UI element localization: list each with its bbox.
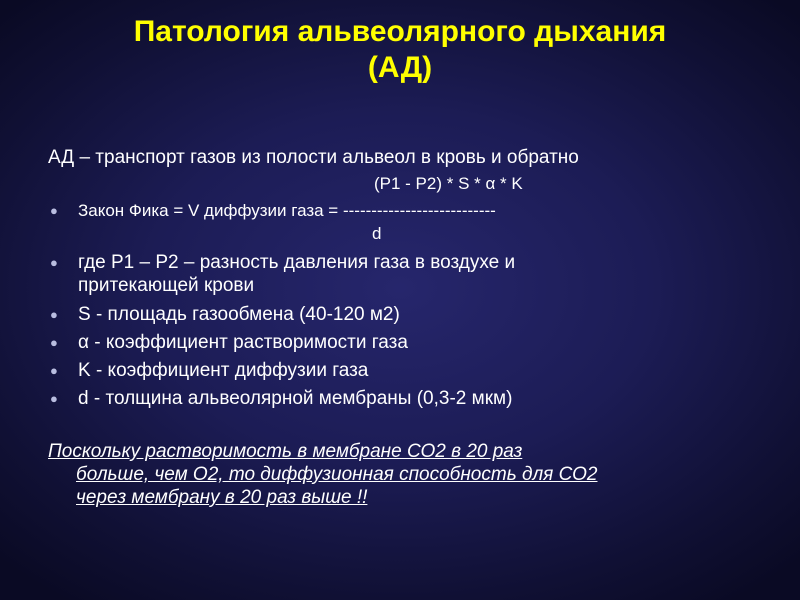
list-item-pressure-line2: притекающей крови [78, 275, 255, 296]
note-line1: Поскольку растворимость в мембране СО2 в 20 раз [48, 441, 523, 462]
note-line3: через мембрану в 20 раз выше !! [76, 487, 368, 508]
formula-denominator: d [372, 224, 382, 243]
bullet-icon: ● [50, 255, 58, 270]
bullet-icon: ● [50, 335, 58, 350]
bullet-icon: ● [50, 307, 58, 322]
list-item-thickness: d - толщина альвеолярной мембраны (0,3-2 мкм) [78, 388, 513, 409]
list-item-area: S - площадь газообмена (40-120 м2) [78, 304, 400, 325]
bullet-icon: ● [50, 391, 58, 406]
definition-text: АД – транспорт газов из полости альвеол в кровь и обратно [48, 147, 579, 168]
slide-title-line1: Патология альвеолярного дыхания [133, 15, 667, 48]
list-item-diffusion: K - коэффициент диффузии газа [78, 360, 369, 381]
note-line2: больше, чем О2, то диффузионная способность для СО2 [76, 464, 598, 485]
list-item-solubility: α - коэффициент растворимости газа [78, 332, 408, 353]
bullet-icon: ● [50, 363, 58, 378]
conclusion-note [48, 440, 768, 509]
formula-numerator: (Р1 - Р2) * S * α * K [374, 174, 523, 193]
slide-title-line2: (АД) [367, 51, 433, 84]
list-item-pressure-line1: где Р1 – Р2 – разность давления газа в воздухе и [78, 252, 516, 273]
bullet-icon: ● [50, 203, 58, 218]
fick-law-text: Закон Фика = V диффузии газа = --------------------------- [78, 201, 496, 220]
